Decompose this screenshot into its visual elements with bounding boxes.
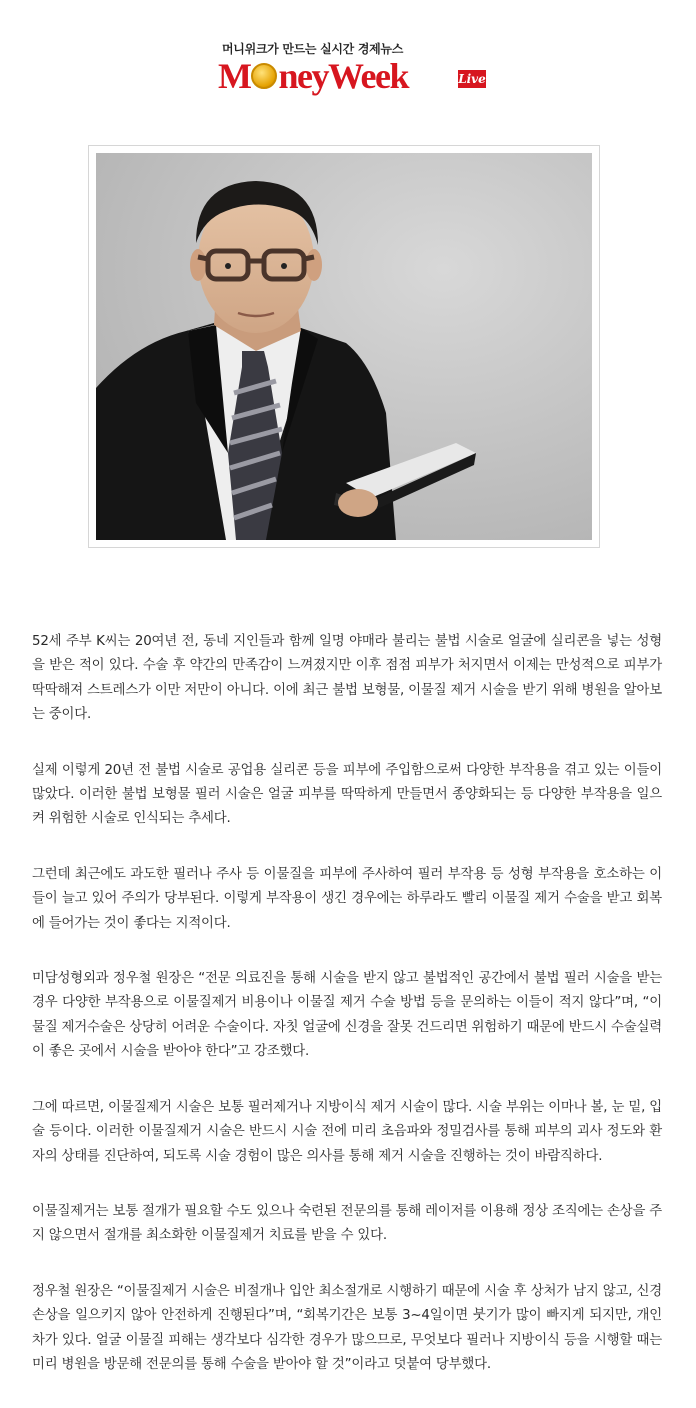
article-paragraph: 그에 따르면, 이물질제거 시술은 보통 필러제거나 지방이식 제거 시술이 많다. 시술 부위는 이마나 볼, 눈 밑, 입술 등이다. 이러한 이물질제거 시술은 반드시 시술 전에 미리 초음파와 정밀검사를 통해 피부의 괴사 정도와 환자의 상태를 진단하여, 되도록 시술 경험이 많은 의사를 통해 제거 시술을 진행하는 것이 바람직하다.: [32, 1099, 662, 1164]
masthead-tagline: 머니위크가 만드는 실시간 경제뉴스: [222, 42, 404, 56]
coin-icon: [251, 63, 277, 89]
article-paragraph: 실제 이렇게 20년 전 불법 시술로 공업용 실리콘 등을 피부에 주입함으로써 다양한 부작용을 겪고 있는 이들이 많았다. 이러한 불법 보형물 필러 시술은 얼굴 피부를 딱딱하게 만들면서 종양화되는 등 다양한 부작용을 일으켜 위험한 시술로 인식되는 추세다.: [32, 762, 662, 827]
logo-prefix: M: [218, 56, 251, 96]
masthead: [0, 0, 696, 110]
article-photo-frame: [88, 145, 600, 548]
article-paragraph: 미담성형외과 정우철 원장은 “전문 의료진을 통해 시술을 받지 않고 불법적인 공간에서 불법 필러 시술을 받는 경우 다양한 부작용으로 이물질제거 비용이나 이물질 제거 수술 방법 등을 문의하는 이들이 적지 않다”며, “이물질 제거수술은 상당히 어려운 수술이다. 자칫 얼굴에 신경을 잘못 건드리면 위험하기 때문에 반드시 수술실력이 좋은 곳에서 시술을 받아야 한다”고 강조했다.: [32, 971, 662, 1060]
article-paragraph: 52세 주부 K씨는 20여년 전, 동네 지인들과 함께 일명 야매라 불리는 불법 시술로 얼굴에 실리콘을 넣는 성형을 받은 적이 있다. 수술 후 약간의 만족감이 느껴졌지만 이후 점점 피부가 처지면서 이제는 만성적으로 피부가 딱딱해져 스트레스가 이만 저만이 아니다. 이에 최근 불법 보형물, 이물질 제거 시술을 받기 위해 병원을 알아보는 중이다.: [32, 634, 662, 723]
live-badge: Live: [458, 72, 486, 86]
logo-middle: ney: [278, 56, 328, 96]
doctor-portrait-photo: [96, 153, 592, 540]
article-paragraph: 정우철 원장은 “이물질제거 시술은 비절개나 입안 최소절개로 시행하기 때문에 시술 후 상처가 남지 않고, 신경손상을 일으키지 않아 안전하게 진행된다”며, “회복기간은 보통 3~4일이면 붓기가 많이 빠지게 되지만, 개인차가 있다. 얼굴 이물질 피해는 생각보다 심각한 경우가 많으므로, 무엇보다 필러나 지방이식 등을 시행할 때는 미리 병원을 방문해 전문의를 통해 수술을 받아야 할 것”이라고 덧붙여 당부했다.: [32, 1283, 662, 1372]
portrait-illustration: [96, 153, 592, 540]
logo-suffix: Week: [327, 56, 408, 96]
article-body: [32, 630, 662, 1408]
article-paragraph: 그런데 최근에도 과도한 필러나 주사 등 이물질을 피부에 주사하여 필러 부작용 등 성형 부작용을 호소하는 이들이 늘고 있어 주의가 당부된다. 이렇게 부작용이 생긴 경우에는 하루라도 빨리 이물질 제거 수술을 받고 회복에 들어가는 것이 좋다는 지적이다.: [32, 866, 662, 931]
moneyweek-logo[interactable]: [218, 56, 408, 96]
article-paragraph: 이물질제거는 보통 절개가 필요할 수도 있으나 숙련된 전문의를 통해 레이저를 이용해 정상 조직에는 손상을 주지 않으면서 절개를 최소화한 이물질제거 치료를 받을 수 있다.: [32, 1203, 662, 1244]
